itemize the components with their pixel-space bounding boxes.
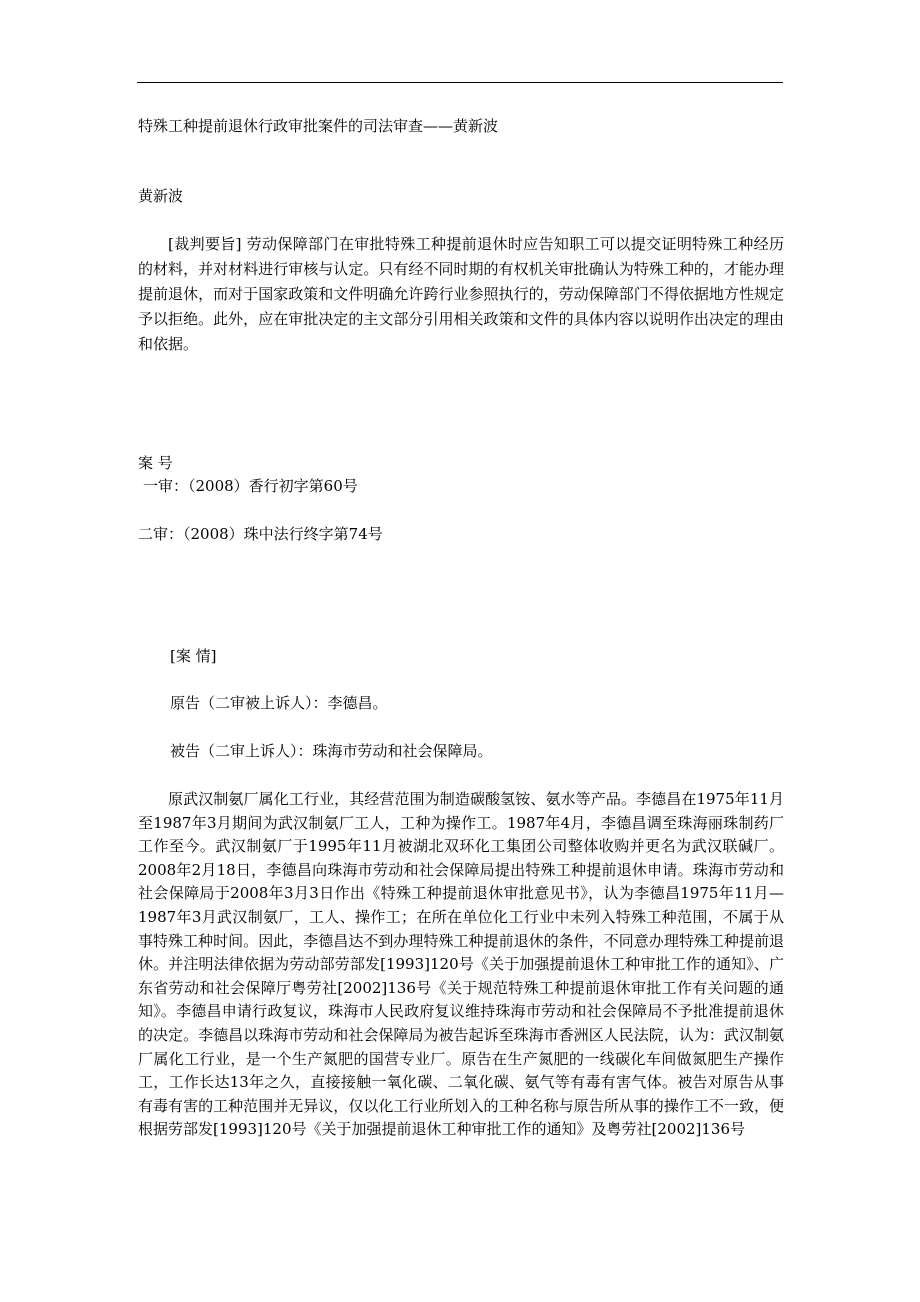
second-instance-case-number: 二审：（2008）珠中法行终字第74号	[138, 525, 383, 543]
author-name: 黄新波	[138, 187, 184, 205]
case-facts-heading: [案 情]	[170, 647, 217, 665]
case-number-label: 案 号	[138, 454, 173, 472]
case-facts-body: 原武汉制氨厂属化工行业，其经营范围为制造碳酸氢铵、氨水等产品。李德昌在1975年11月至1987年3月期间为武汉制氨厂工人，工种为操作工。1987年4月，李德昌调至珠海丽珠制药厂工作至今。武汉制氨厂于1995年11月被湖北双环化工集团公司整体收购并更名为武汉联碱厂。2008年2月18日，李德昌向珠海市劳动和社会保障局提出特殊工种提前退休申请。珠海市劳动和社会保障局于2008年3月3日作出《特殊工种提前退休审批意见书》，认为李德昌1975年11月—1987年3月武汉制氨厂，工人、操作工；在所在单位化工行业中未列入特殊工种范围，不属于从事特殊工种时间。因此，李德昌达不到办理特殊工种提前退休的条件，不同意办理特殊工种提前退休。并注明法律依据为劳动部劳部发[1993]120号《关于加强提前退休工种审批工作的通知》、广东省劳动和社会保障厅粤劳社[2002]136号《关于规范特殊工种提前退休审批工作有关问题的通知》。李德昌申请行政复议，珠海市人民政府复议维持珠海市劳动和社会保障局不予批准提前退休的决定。李德昌以珠海市劳动和社会保障局为被告起诉至珠海市香洲区人民法院，认为：武汉制氨厂属化工行业，是一个生产氮肥的国营专业厂。原告在生产氮肥的一线碳化车间做氮肥生产操作工，工作长达13年之久，直接接触一氧化碳、二氧化碳、氨气等有毒有害气体。被告对原告从事有毒有害的工种范围并无异议，仅以化工行业所划入的工种名称与原告所从事的操作工不一致，便根据劳部发[1993]120号《关于加强提前退休工种审批工作的通知》及粤劳社[2002]136号	[138, 790, 784, 1139]
defendant-line: 被告（二审上诉人）：珠海市劳动和社会保障局。	[170, 742, 493, 760]
plaintiff-line: 原告（二审被上诉人）：李德昌。	[170, 694, 388, 712]
header-rule	[137, 82, 783, 83]
document-title: 特殊工种提前退休行政审批案件的司法审查——黄新波	[138, 117, 499, 135]
first-instance-case-number: 一审：（2008）香行初字第60号	[143, 477, 358, 495]
judgment-summary: [裁判要旨] 劳动保障部门在审批特殊工种提前退休时应告知职工可以提交证明特殊工种经历的材料，并对材料进行审核与认定。只有经不同时期的有权机关审批确认为特殊工种的，才能办理提前退休，而对于国家政策和文件明确允许跨行业参照执行的，劳动保障部门不得依据地方性规定予以拒绝。此外，应在审批决定的主文部分引用相关政策和文件的具体内容以说明作出决定的理由和依据。	[138, 235, 784, 353]
